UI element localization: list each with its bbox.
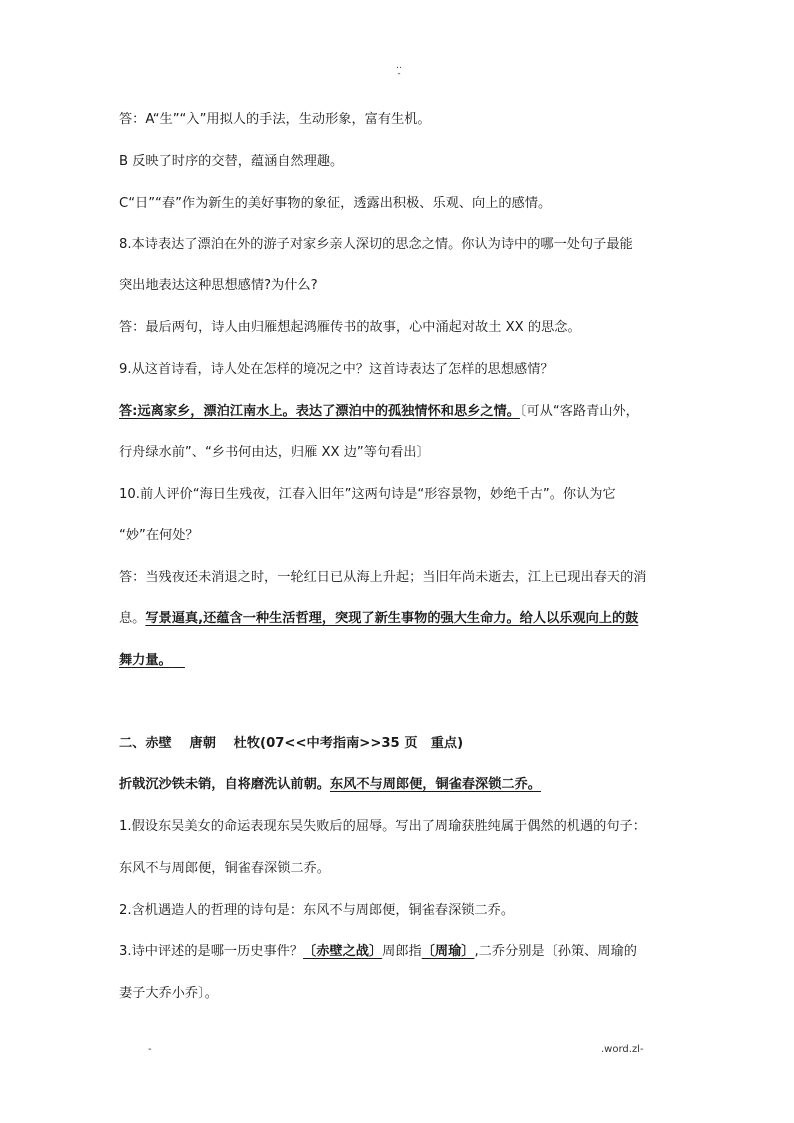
answer-10-emphasis-end: 舞力量。 (119, 653, 172, 668)
question-1: 1.假设东吴美女的命运表现东吴失败后的屈辱。写出了周瑜获胜纯属于偶然的机遇的句子： (119, 819, 646, 834)
answer-7-b: B 反映了时序的交替，蕴涵自然理趣。 (119, 154, 344, 169)
poem-first-couplet: 折戟沉沙铁未销，自将磨洗认前朝。 (119, 777, 330, 792)
page-header-mark (392, 62, 406, 78)
poem-second-couplet: 东风不与周郎便，铜雀春深锁二乔。 (330, 777, 541, 792)
answer-10-line-1: 答：当残夜还未消退之时，一轮红日已从海上升起；当旧年尚未逝去，江上已现出春天的消 (119, 570, 647, 585)
question-3-line-1 (119, 942, 679, 962)
question-8-line-2: 突出地表达这种思想感情?为什么? (119, 278, 318, 293)
poem-text (119, 775, 679, 795)
question-answer-2: 2.含机遇造人的哲理的诗句是：东风不与周郎便，铜雀春深锁二乔。 (119, 903, 515, 918)
answer-8: 答：最后两句，诗人由归雁想起鸿雁传书的故事，心中涌起对故土 XX 的思念。 (119, 320, 581, 335)
answer-10-line-2 (119, 609, 679, 629)
answer-9-emphasis: 答:远离家乡，漂泊江南水上。表达了漂泊中的孤独情怀和思乡之情。 (119, 404, 520, 419)
question-10-line-2: “妙”在何处？ (119, 528, 199, 543)
answer-9-line-1 (119, 402, 679, 422)
header-mark-top: .. (396, 61, 402, 71)
answer-7-a: 答：A“生”“入”用拟人的手法，生动形象，富有生机。 (119, 112, 431, 127)
answer-9-line-2: 行舟绿水前”、“乡书何由达，归雁 XX 边”等句看出〕 (119, 445, 430, 460)
answer-10-line-3 (119, 651, 679, 671)
footer-left-mark: - (148, 1044, 152, 1055)
question-9: 9.从这首诗看，诗人处在怎样的境况之中？这首诗表达了怎样的思想感情？ (119, 362, 554, 377)
footer-right-mark: .word.zl- (601, 1044, 644, 1055)
answer-10-emphasis: 写景逼真,还蕴含一种生活哲理，突现了新生事物的强大生命力。给人以乐观向上的鼓 (145, 611, 639, 626)
answer-9-note: 〔可从“客路青山外， (519, 404, 639, 419)
question-3-zhoulang: 周郎指 (382, 944, 422, 959)
section-title-chibi: 二、赤壁 唐朝 杜牧(07<<中考指南>>35 页 重点) (119, 736, 464, 751)
question-10-line-1: 10.前人评价“海日生残夜，江春入旧年”这两句诗是“形容景物，妙绝千古”。你认为它 (119, 487, 616, 502)
answer-7-c: C“日”“春”作为新生的美好事物的象征，透露出积极、乐观、向上的感情。 (119, 196, 552, 211)
answer-10-prefix: 息。 (119, 611, 146, 626)
question-8-line-1: 8.本诗表达了漂泊在外的游子对家乡亲人深切的思念之情。你认为诗中的哪一处句子最能 (119, 237, 633, 252)
answer-3-person: 〔周瑜〕 (421, 944, 475, 959)
question-3-prompt: 3.诗中评述的是哪一历史事件？ (119, 944, 304, 959)
question-3-line-2: 妻子大乔小乔〕。 (119, 986, 218, 1001)
answer-1: 东风不与周郎便，铜雀春深锁二乔。 (119, 861, 330, 876)
question-3-erqiao: ,二乔分别是〔孙策、周瑜的 (474, 944, 637, 959)
header-mark-bottom: - (397, 69, 401, 79)
answer-3-event: 〔赤壁之战〕 (303, 944, 383, 959)
